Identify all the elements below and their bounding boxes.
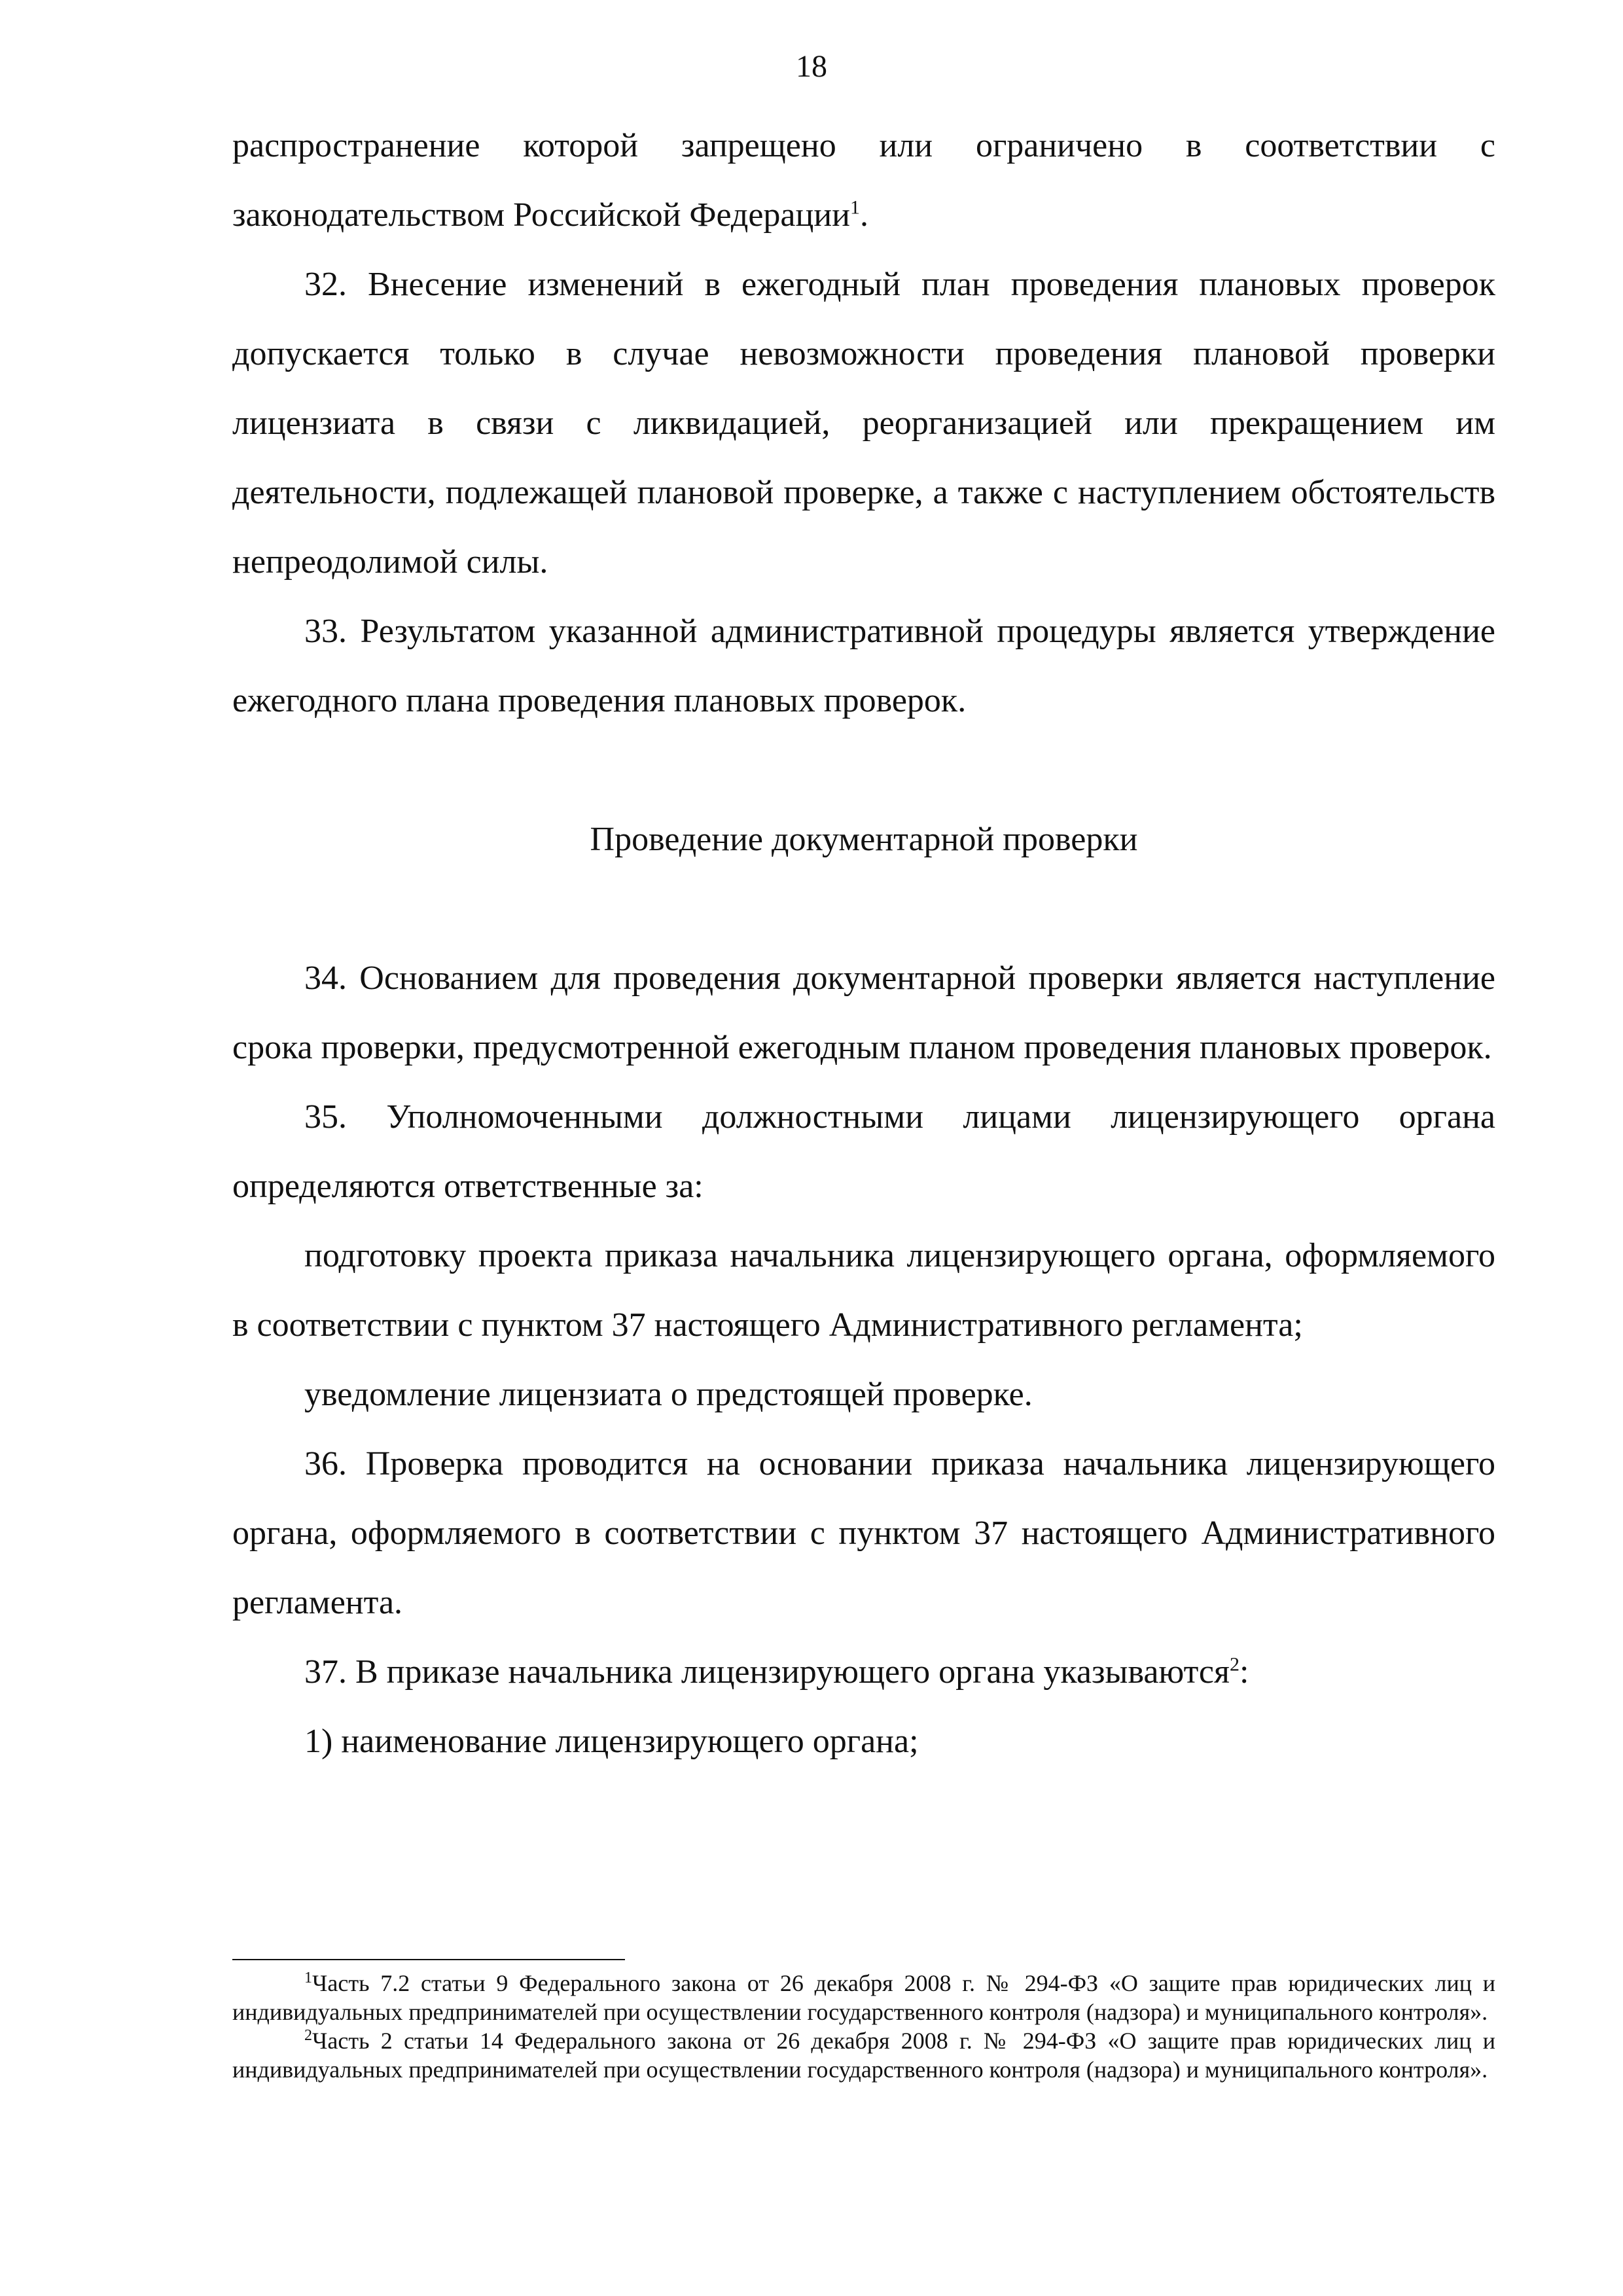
footnote-2 <box>232 2026 1495 2084</box>
document-body <box>232 111 1495 1776</box>
list-item-1: 1) наименование лицензирующего органа; <box>304 1723 919 1760</box>
section-heading: Проведение документарной проверки <box>590 821 1138 858</box>
paragraph-32: 32. Внесение изменений в ежегодный план проведения плановых проверок допускается только в случае невозможности проведения плановой проверки лицензиата в связи с ликвидацией, реорганизацией или прекращением им деятельности, подлежащей плановой проверке, а также с наступлением обстоятельств непреодолимой силы. <box>232 266 1495 581</box>
footnote-marker: 2 <box>304 2027 312 2044</box>
paragraph-continuation <box>232 111 1495 250</box>
footnote-1 <box>232 1969 1495 2026</box>
paragraph-35: 35. Уполномоченными должностными лицами лицензирующего органа определяются ответственные за: <box>232 1098 1495 1205</box>
paragraph-tail: . <box>860 196 868 234</box>
footnote-text: Часть 7.2 статьи 9 Федерального закона от 26 декабря 2008 г. № 294-ФЗ «О защите прав юридических лиц и индивидуальных предпринимателей при осуществлении государственного контроля (надзора) и муниципального контроля». <box>232 1970 1495 2025</box>
list-item-notify-licensee: уведомление лицензиата о предстоящей проверке. <box>304 1376 1033 1413</box>
page-number: 18 <box>796 49 827 84</box>
footnote-divider <box>232 1959 625 1960</box>
paragraph-33: 33. Результатом указанной административной процедуры является утверждение ежегодного плана проведения плановых проверок. <box>232 613 1495 719</box>
paragraph-37 <box>232 1638 1495 1707</box>
paragraph-text: распространение которой запрещено или ограничено в соответствии с законодательством Российской Федерации <box>232 127 1495 234</box>
footnote-marker: 1 <box>304 1969 312 1986</box>
footnotes <box>232 1969 1495 2084</box>
paragraph-tail: : <box>1239 1653 1249 1691</box>
footnote-text: Часть 2 статьи 14 Федерального закона от 26 декабря 2008 г. № 294-ФЗ «О защите прав юридических лиц и индивидуальных предпринимателей при осуществлении государственного контроля (надзора) и муниципального контроля». <box>232 2028 1495 2083</box>
paragraph-36: 36. Проверка проводится на основании приказа начальника лицензирующего органа, оформляемого в соответствии с пунктом 37 настоящего Административного регламента. <box>232 1445 1495 1621</box>
paragraph-34: 34. Основанием для проведения документарной проверки является наступление срока проверки, предусмотренной ежегодным планом проведения плановых проверок. <box>232 960 1495 1066</box>
footnote-ref: 2 <box>1229 1653 1240 1676</box>
paragraph-text: 37. В приказе начальника лицензирующего органа указываются <box>304 1653 1230 1691</box>
footnote-ref: 1 <box>850 196 860 219</box>
list-item-prepare-order: подготовку проекта приказа начальника лицензирующего органа, оформляемого в соответствии с пунктом 37 настоящего Административного регламента; <box>232 1237 1495 1344</box>
